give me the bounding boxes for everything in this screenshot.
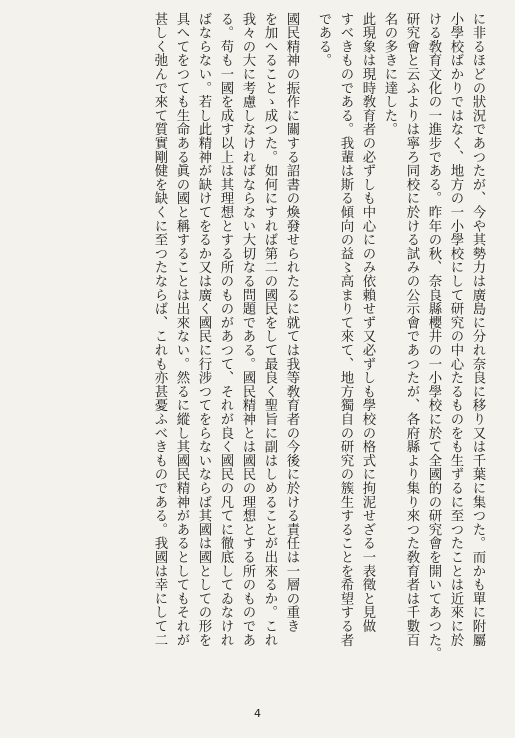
text-column: を加へることゝ成つた。如何にすれば第二の國民をして最良く聖旨に副はしめることが出來るか。これ bbox=[262, 12, 277, 647]
text-column: 甚しく弛んで來て質實剛健を缺くに至つたならば、これも亦甚憂ふべきものである。我國は幸にして二 bbox=[152, 12, 167, 647]
text-column: である。 bbox=[316, 12, 331, 68]
text-column: 此現象は現時敎育者の必ずしも中心にのみ依賴せず又必ずしも學校の格式に拘泥せざる一表徵と見做 bbox=[360, 12, 375, 633]
text-column: 我々の大に考慮しなければならない大切なる問題である。國民精神とは國民の理想とする所のものであ bbox=[240, 12, 255, 647]
text-column: 名の多きに達した。 bbox=[382, 12, 397, 137]
text-column: ばならない。若し此精神が缺けてをるか又は廣く國民に行涉つてをらないならば其國は國としての形を bbox=[196, 12, 211, 647]
paragraph-gap bbox=[302, 12, 312, 702]
text-column: 國民精神の振作に關する詔書の煥發せられたるに就ては我等敎育者の今後に於ける責任は一層の重き bbox=[284, 12, 299, 633]
page-number: 4 bbox=[254, 707, 261, 720]
text-column: る。苟も一國を成す以上は其理想とする所のものがあつて、それが良く國民の凡てに徹底してゐなけれ bbox=[218, 12, 233, 647]
text-column: すべきものである。我輩は斯る傾向の益〻高まりて來て、地方獨自の研究の簇生することを希望する者 bbox=[338, 12, 353, 647]
text-column: 小學校ばかりではなく、地方の一小學校にして研究の中心たるものをも生ずるに至つたことは近來に於 bbox=[448, 12, 463, 647]
text-column: ける敎育文化の一進步である。昨年の秋、奈良縣櫻井の一小學校に於て全國的の研究會を開いてあつた。 bbox=[426, 12, 441, 661]
text-column: に非るほどの狀況であつたが、今や其勢力は廣島に分れ奈良に移り又は千葉に集つた。而かも單に附屬 bbox=[470, 12, 485, 647]
text-column: 具へてをつても生命ある眞の國と稱することは出來ない。然るに縱し其國民精神があるとしてもそれが bbox=[174, 12, 189, 647]
vertical-text-body bbox=[26, 12, 488, 702]
text-column: 研究會と云ふよりは寧ろ同校に於ける試みの公示會であつたが、各府縣より集り來つた敎育者は千數百 bbox=[404, 12, 419, 647]
